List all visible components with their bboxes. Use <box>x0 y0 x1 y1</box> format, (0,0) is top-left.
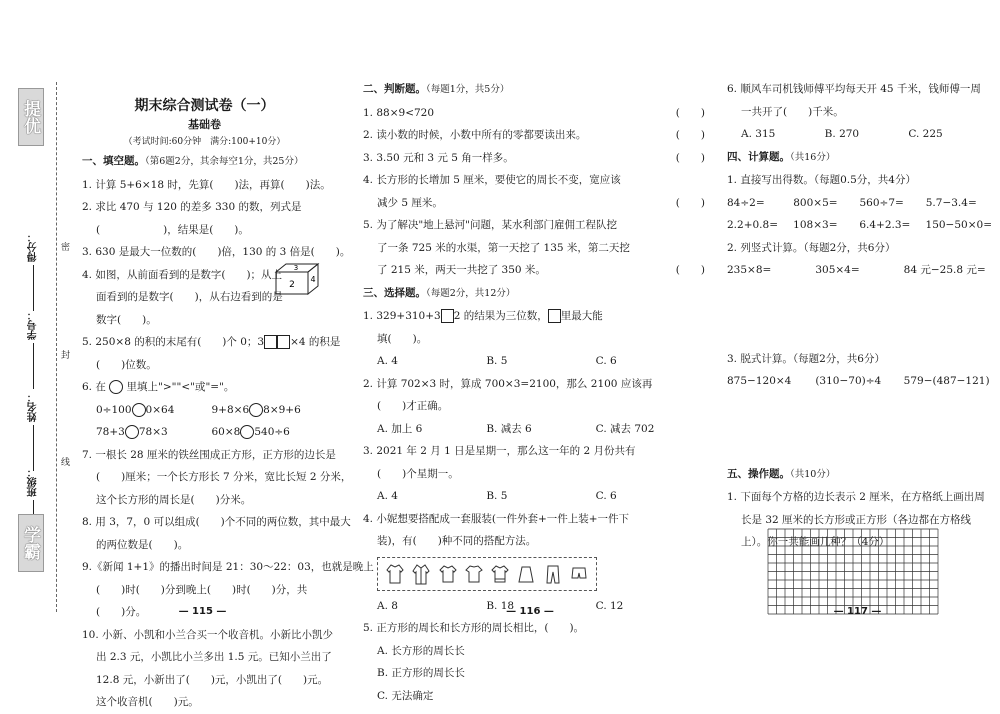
blank-circle <box>249 403 263 417</box>
judge-item-cont: 了 215 米，两天一共挖了 350 米。 ( ) <box>377 264 705 276</box>
question: 3. 630 是最大一位数的( )倍，130 的 3 倍是( )。 <box>82 246 351 258</box>
choice-item: 6. 顺风车司机钱师傅平均每天开 45 千米，钱师傅一周 <box>727 83 981 95</box>
binding-strip <box>14 82 69 612</box>
question-cont: 上）。你一共能画几种？（4分） <box>741 536 890 548</box>
question-cont: ( )，结果是( )。 <box>96 223 249 236</box>
name-label: 姓名： <box>26 392 54 471</box>
blank-circle <box>125 425 139 439</box>
section-heading: 五、操作题。（共10分） <box>727 467 836 480</box>
question: 4. 如图，从前面看到的是数字( )；从上 <box>82 268 283 281</box>
question-cont: ( )位数。 <box>96 358 157 371</box>
question: 1. 计算 5+6×18 时，先算( )法，再算( )法。 <box>82 178 331 191</box>
question-cont: 出 2.3 元，小凯比小兰多出 1.5 元。已知小兰出了 <box>96 651 332 663</box>
choice-item: 2. 计算 702×3 时，算成 700×3=2100，那么 2100 应该再 <box>363 377 653 390</box>
class-label: 班级： <box>26 467 54 546</box>
page3-content <box>727 78 992 554</box>
question: 9.《新闻 1+1》的播出时间是 21：30～22：03，也就是晚上 <box>82 561 374 573</box>
shorts-icon <box>570 563 588 585</box>
sweater-icon <box>491 563 509 585</box>
question: 7. 一根长 28 厘米的铁丝围成正方形，正方形的边长是 <box>82 448 336 461</box>
choice-item-cont: ( )个星期一。 <box>377 467 459 480</box>
question: 8. 用 3，7，0 可以组成( )个不同的两位数，其中最大 <box>82 516 351 528</box>
choice-item: 3. 2021 年 2 月 1 日是星期一，那么这一年的 2 月份共有 <box>363 445 636 457</box>
question-cont: 数字( )。 <box>96 313 157 326</box>
choice-option: B. 正方形的周长长 <box>377 667 465 679</box>
exam-subtitle: 基础卷 <box>188 118 221 131</box>
section-heading: 二、判断题。（每题1分，共5分） <box>363 83 510 95</box>
compare-row: 0÷100 0×64 9+8×6 8×9+6 <box>96 403 301 416</box>
cube-top-number: 3 <box>293 264 299 272</box>
square-grid[interactable] <box>767 528 939 614</box>
score-label: 得分： <box>26 232 54 311</box>
question-cont: 这个收音机( )元。 <box>96 696 199 708</box>
page1-content <box>82 96 374 714</box>
judge-item: 4. 长方形的长增加 5 厘米，要使它的周长不变，宽应该 <box>363 174 621 186</box>
blank-box <box>441 309 454 323</box>
blank-circle <box>132 403 146 417</box>
question: 1. 下面每个方格的边长表示 2 厘米，在方格纸上画出周 <box>727 491 985 503</box>
calc-row: 875−120×4 (310−70)÷4 579−(487−121) <box>727 375 990 387</box>
choice-options: A. 8 B. 18 C. 12 <box>377 599 624 612</box>
blank-box <box>548 309 561 323</box>
logo-bottom: 学霸 <box>18 514 44 572</box>
student-id-label: 学号： <box>26 310 54 389</box>
judge-item-cont: 减少 5 厘米。 ( ) <box>377 196 705 209</box>
section-heading: 四、计算题。（共16分） <box>727 150 836 163</box>
section-heading: 三、选择题。（每题2分，共12分） <box>363 286 516 299</box>
calc-row: 2.2+0.8= 108×3= 6.4+2.3= 150−50×0= <box>727 219 992 231</box>
page-116 <box>345 0 715 707</box>
choice-item-cont: 装)，有( )种不同的搭配方法。 <box>377 535 537 547</box>
choice-option: C. 无法确定 <box>377 689 434 702</box>
skirt-icon <box>517 563 535 585</box>
cut-mark: 密 <box>59 242 69 251</box>
choice-options: A. 4 B. 5 C. 6 <box>377 490 617 502</box>
choice-options: A. 4 B. 5 C. 6 <box>377 355 617 367</box>
sub-question: 3. 脱式计算。（每题2分，共6分） <box>727 352 885 365</box>
choice-item-cont: ( )才正确。 <box>377 400 449 412</box>
page-number: — 117 — <box>833 606 882 617</box>
cube-figure <box>274 262 320 296</box>
choice-item: 1. 329+310+3 2 的结果为三位数， 里最大能 <box>363 310 603 322</box>
question: 5. 250×8 的积的末尾有( )个 0；3 ×4 的积是 <box>82 336 341 348</box>
choice-item: 4. 小妮想要搭配成一套服装(一件外套+一件上装+一件下 <box>363 512 630 525</box>
logo-top: 提优 <box>18 88 44 146</box>
question: 2. 求比 470 与 120 的差多 330 的数，列式是 <box>82 201 302 213</box>
exam-meta: （考试时间:60分钟 满分:100+10分） <box>123 137 286 147</box>
choice-option: A. 长方形的周长长 <box>377 644 465 657</box>
question-cont: ( )厘米；一个长方形长 7 分米，宽比长短 2 分米， <box>96 471 352 483</box>
choice-item: 5. 正方形的周长和长方形的周长相比，( )。 <box>363 622 585 634</box>
choice-item-cont: 填( )。 <box>377 332 428 345</box>
clothes-figure <box>377 557 597 591</box>
question-cont: 的两位数是( )。 <box>96 538 189 551</box>
tshirt-icon <box>465 563 483 585</box>
cut-mark: 线 <box>59 457 69 466</box>
page-number: — 116 — <box>506 606 554 617</box>
question-cont: 面看到的是数字( )，从右边看到的是 <box>96 291 283 303</box>
sub-question: 2. 列竖式计算。（每题2分，共6分） <box>727 241 896 254</box>
section-heading: 一、填空题。（第6题2分，其余每空1分，共25分） <box>82 155 304 167</box>
pants-icon <box>544 563 562 585</box>
question: 10. 小新、小凯和小兰合买一个收音机。小新比小凯少 <box>82 628 334 641</box>
question-cont: 12.8 元，小新出了( )元，小凯出了( )元。 <box>96 673 329 686</box>
jacket-icon <box>386 563 404 585</box>
blank-box <box>264 335 277 349</box>
question-cont: ( )分。 <box>96 606 147 618</box>
question: 6. 在 里填上">""<"或"="。 <box>82 381 235 393</box>
calc-row: 235×8= 305×4= 84 元−25.8 元= <box>727 264 986 276</box>
cut-line <box>56 82 57 612</box>
shirt-icon <box>439 563 457 585</box>
judge-item: 3. 3.50 元和 3 元 5 角一样多。 ( ) <box>363 151 705 164</box>
calc-row: 84÷2= 800×5= 560÷7= 5.7−3.4= <box>727 196 977 209</box>
choice-options: A. 315 B. 270 C. 225 <box>741 128 943 140</box>
choice-item-cont: 一共开了( )千米。 <box>741 105 844 118</box>
compare-row: 78+3 78×3 60×8 540÷6 <box>96 426 290 438</box>
judge-item-cont: 了一条 725 米的水渠，第一天挖了 135 米，第二天挖 <box>377 241 630 254</box>
exam-title: 期末综合测试卷（一） <box>134 98 275 114</box>
page-117 <box>715 0 1000 707</box>
question-cont: ( )时( )分到晚上( )时( )分，共 <box>96 583 308 596</box>
judge-item: 1. 88×9<720 ( ) <box>363 106 705 119</box>
question-cont: 长是 32 厘米的长方形或正方形（各边都在方格线 <box>741 513 972 526</box>
choice-options: A. 加上 6 B. 减去 6 C. 减去 702 <box>377 422 655 435</box>
cube-right-number: 4 <box>310 275 316 284</box>
cube-front-number: 2 <box>289 280 295 290</box>
sub-question: 1. 直接写出得数。（每题0.5分，共4分） <box>727 174 916 186</box>
cut-mark: 封 <box>59 350 69 359</box>
judge-item: 2. 读小数的时候，小数中所有的零都要读出来。 ( ) <box>363 129 705 141</box>
blank-circle <box>109 380 123 394</box>
page-number: — 115 — <box>178 606 227 617</box>
blank-box <box>277 335 290 349</box>
coat-icon <box>412 563 430 585</box>
blank-circle <box>240 425 254 439</box>
question-cont: 这个长方形的周长是( )分米。 <box>96 493 252 506</box>
page-115 <box>0 0 374 708</box>
judge-item: 5. 为了解决"地上悬河"问题，某水利部门雇佣工程队挖 <box>363 219 618 231</box>
